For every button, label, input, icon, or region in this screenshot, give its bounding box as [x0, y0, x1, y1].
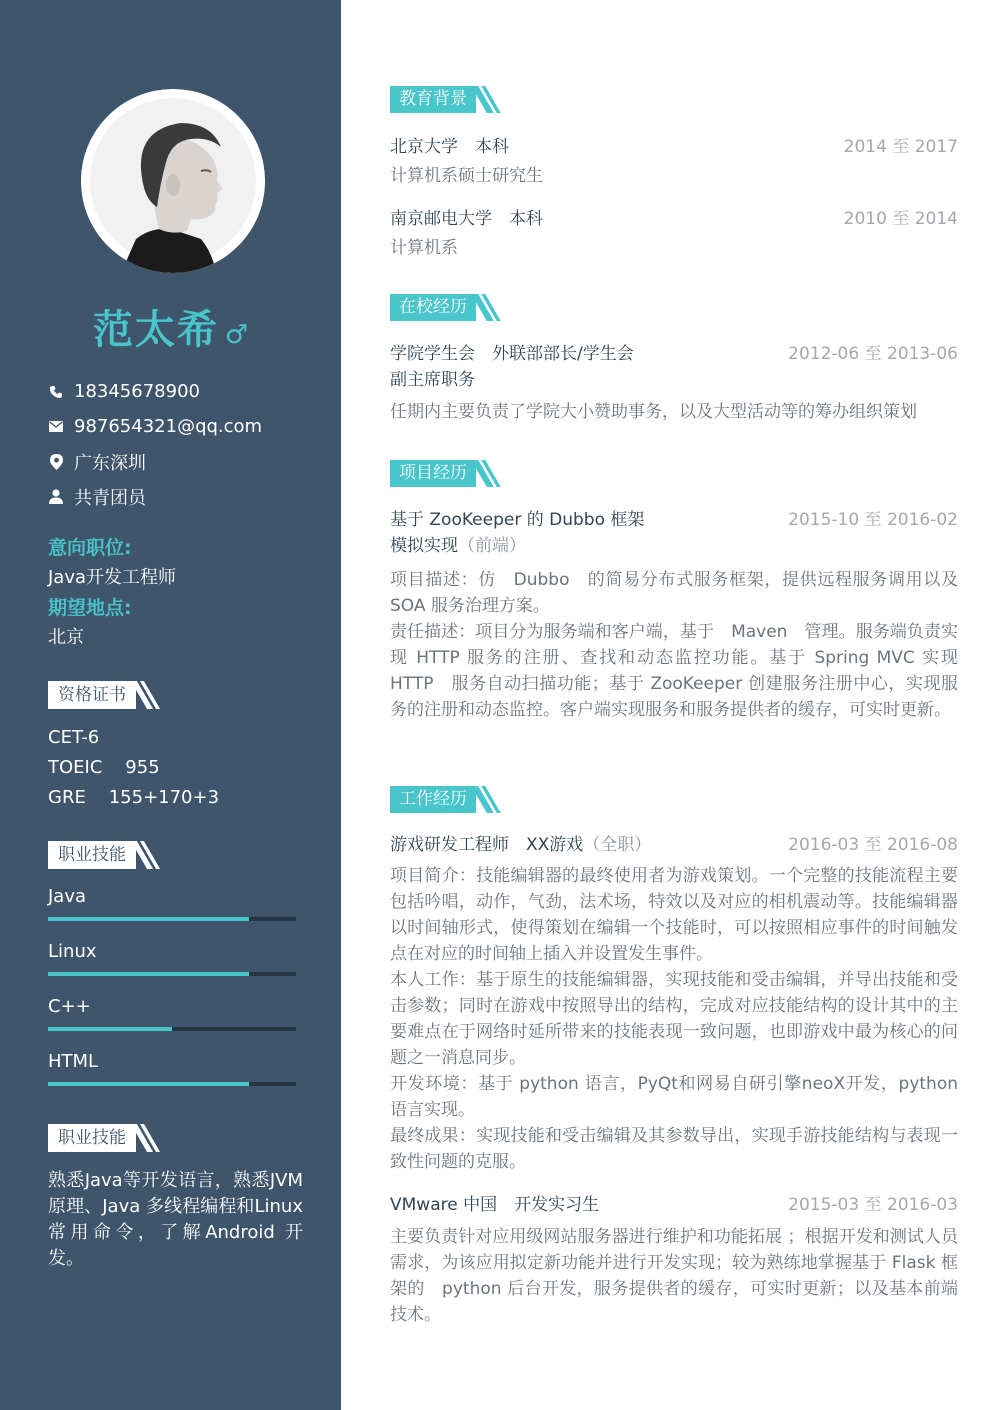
project-responsibility: 责任描述：项目分为服务端和客户端，基于 Maven 管理。服务端负责实现 HTTP 服务的注册、查找和动态监控功能。基于 Spring MVC 实现 HTTP 服务自动扫描功能；基于 ZooKeeper 创建服务注册中心，实现服务的注册和动态监控。客户端实现服务和服务提供者的缓存，可实时更新。 — [390, 622, 958, 720]
major: 计算机系硕士研究生 — [390, 166, 543, 186]
entry-date: 2016-03 至 2016-08 — [788, 835, 958, 855]
skill-bar-fill — [48, 1082, 249, 1086]
intent-location-label: 期望地点: — [48, 597, 132, 619]
skill-bar-fill — [48, 1027, 172, 1031]
sidebar — [0, 0, 341, 1410]
skill-desc-title: 职业技能 — [48, 1124, 136, 1152]
cert-item: GRE 155+170+3 — [48, 787, 220, 808]
skill-bar-fill — [48, 972, 249, 976]
cert-item: TOEIC 955 — [48, 757, 160, 778]
entry-head — [390, 832, 958, 858]
skill-name: Java — [48, 886, 87, 907]
education-entry — [390, 134, 958, 192]
entry-head — [390, 341, 958, 393]
certs-title: 资格证书 — [48, 681, 136, 709]
certs-heading — [48, 681, 152, 709]
work-para: 项目简介：技能编辑器的最终使用者为游戏策划。一个完整的技能流程主要包括吟唱，动作，气劲，法术场，特效以及对应的相机震动等。技能编辑器以时间轴形式，使得策划在编辑一个技能时，可以按照相应事件的时间触发点在对应的时间轴上插入并设置发生事件。 — [390, 866, 958, 964]
entry-date: 2015-03 至 2016-03 — [788, 1195, 958, 1215]
email-value: 987654321@qq.com — [74, 416, 263, 437]
entry-date: 2014 至 2017 — [843, 137, 958, 157]
work-heading — [390, 786, 493, 813]
entry-desc: 任期内主要负责了学院大小赞助事务，以及大型活动等的筹办组织策划 — [390, 402, 917, 422]
intent-position-label: 意向职位: — [48, 537, 132, 559]
phone-value: 18345678900 — [74, 381, 200, 402]
person-name: 范太希 — [92, 307, 219, 353]
education-title: 教育背景 — [390, 86, 476, 113]
intent-location-value: 北京 — [48, 627, 84, 648]
person-icon — [48, 489, 64, 505]
cert-item: CET-6 — [48, 727, 100, 748]
projects-heading — [390, 460, 493, 487]
degree: 本科 — [475, 137, 509, 157]
work-entry — [390, 832, 958, 1175]
skill-bar — [48, 972, 296, 976]
male-icon: ♂ — [224, 320, 249, 350]
work-title: 工作经历 — [390, 786, 476, 813]
entry-title-suffix: （前端） — [458, 536, 526, 556]
email-icon — [48, 419, 64, 435]
major: 计算机系 — [390, 238, 458, 258]
skills-list — [48, 882, 296, 1102]
skill-name: HTML — [48, 1051, 99, 1072]
work-para: 本人工作：基于原生的技能编辑器，实现技能和受击编辑，并导出技能和受击参数；同时在游戏中按照导出的结构，完成对应技能结构的设计其中的主要难点在于网络时延所带来的技能表现一致问题，也即游戏中最为核心的问题之一消息同步。 — [390, 970, 958, 1068]
school-name: 北京大学 — [390, 137, 458, 157]
entry-head — [390, 206, 958, 232]
entry-title-line: 模拟实现 — [390, 536, 458, 556]
location-value: 广东深圳 — [74, 452, 146, 474]
entry-title-suffix: （全职） — [583, 835, 652, 855]
entry-date: 2012-06 至 2013-06 — [788, 344, 958, 364]
contact-list — [48, 374, 262, 514]
campus-heading — [390, 294, 493, 321]
name-row — [0, 298, 341, 355]
campus-entry — [390, 341, 958, 425]
skill-desc-text: 熟悉Java等开发语言，熟悉JVM 原理、Java 多线程编程和Linux常用命令，了解Android 开发。 — [48, 1170, 303, 1269]
skill-bar — [48, 917, 296, 921]
entry-head — [390, 507, 958, 559]
work-para: 开发环境：基于 python 语言，PyQt和网易自研引擎neoX开发，python 语言实现。 — [390, 1074, 958, 1120]
skills-title: 职业技能 — [48, 841, 136, 869]
skill-name: Linux — [48, 941, 97, 962]
skill-name: C++ — [48, 996, 91, 1017]
phone-icon — [48, 384, 64, 400]
work-para: 最终成果：实现技能和受击编辑及其参数导出，实现手游技能结构与表现一致性问题的克服。 — [390, 1126, 958, 1172]
skill-item — [48, 882, 296, 937]
skill-desc-heading — [48, 1124, 152, 1152]
project-desc: 项目描述：仿 Dubbo 的简易分布式服务框架，提供远程服务调用以及 SOA 服务治理方案。 — [390, 570, 958, 616]
skills-heading — [48, 841, 152, 869]
entry-date: 2015-10 至 2016-02 — [788, 510, 958, 530]
location-icon — [48, 454, 64, 470]
political-value: 共青团员 — [74, 487, 146, 509]
skill-item — [48, 992, 296, 1047]
work-para: 主要负责针对应用级网站服务器进行维护和功能拓展 ；根据开发和测试人员需求，为该应用拟定新功能并进行开发实现；较为熟练地掌握基于 Flask 框架的 python 后台开发，服务提供者的缓存，可实时更新；以及基本前端技术。 — [390, 1227, 958, 1325]
education-entry — [390, 206, 958, 264]
job-intent — [48, 533, 176, 653]
entry-head — [390, 1192, 958, 1218]
skill-bar — [48, 1027, 296, 1031]
skill-item — [48, 937, 296, 992]
school-name: 南京邮电大学 — [390, 209, 492, 229]
work-entry — [390, 1192, 958, 1328]
campus-title: 在校经历 — [390, 294, 476, 321]
entry-title-line: 学院学生会 外联部部长/学生会 — [390, 344, 634, 364]
contact-political — [48, 479, 262, 514]
work-title-text: 游戏研发工程师 XX游戏 — [390, 835, 584, 855]
skill-bar — [48, 1082, 296, 1086]
skill-bar-fill — [48, 917, 249, 921]
project-entry — [390, 507, 958, 723]
entry-date: 2010 至 2014 — [843, 209, 958, 229]
degree: 本科 — [509, 209, 543, 229]
entry-title-line: 副主席职务 — [390, 370, 475, 390]
contact-email — [48, 409, 262, 444]
contact-location — [48, 444, 262, 479]
skill-item — [48, 1047, 296, 1102]
projects-title: 项目经历 — [390, 460, 476, 487]
intent-position-value: Java开发工程师 — [48, 567, 177, 588]
certs-list — [48, 723, 219, 813]
contact-phone — [48, 374, 262, 409]
entry-head — [390, 134, 958, 160]
education-heading — [390, 86, 493, 113]
work-title-text: VMware 中国 开发实习生 — [390, 1195, 600, 1215]
avatar — [81, 89, 265, 273]
entry-title-line: 基于 ZooKeeper 的 Dubbo 框架 — [390, 510, 645, 530]
